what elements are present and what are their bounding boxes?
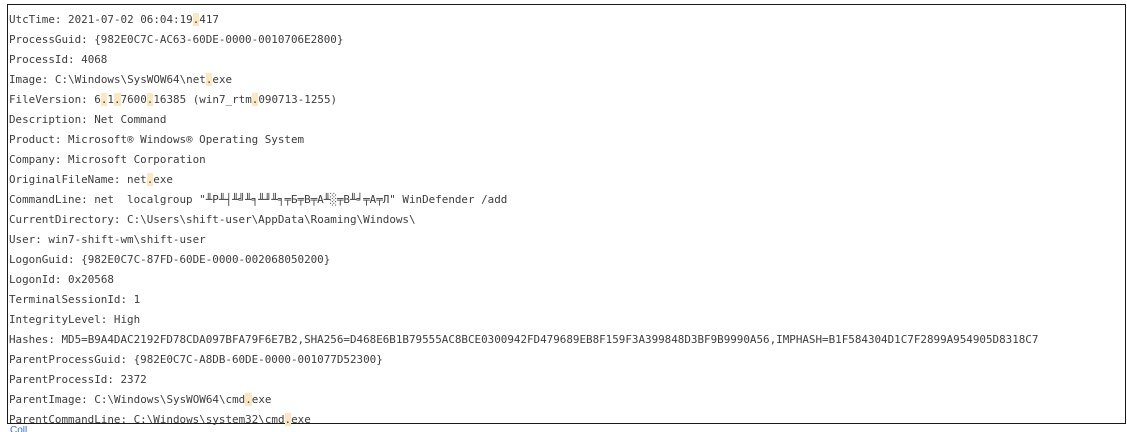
field-line-commandline — [9, 190, 1038, 210]
event-log-panel — [7, 4, 1126, 424]
event-fields-list — [9, 10, 1038, 430]
field-line-logonid — [9, 270, 1038, 290]
field-key: FileVersion — [9, 93, 82, 106]
field-line-originalfilename — [9, 170, 1038, 190]
field-separator: : — [81, 113, 95, 126]
field-separator: : — [54, 153, 69, 166]
field-value: High — [113, 313, 141, 326]
field-separator: : — [35, 233, 49, 246]
field-key: LogonGuid — [9, 253, 69, 266]
field-line-product — [9, 130, 1038, 150]
collapse-link[interactable]: Coll — [10, 426, 28, 432]
field-key: LogonId — [9, 273, 55, 286]
field-separator: : — [107, 373, 121, 386]
field-value: MD5=B9A4DAC2192FD78CDA097BFA79F6E7B2,SHA256=D468E6B1B79555AC8BCE0300942FD479689EB8F159F3A399848D3BF9B9990A56,IMPHASH=B1F584304D1C7F2899A954905D8318C7 — [61, 333, 1039, 346]
field-separator: : — [113, 173, 128, 186]
field-line-parentprocessguid — [9, 350, 1038, 370]
field-value: {982E0C7C-AC63-60DE-0000-0010706E2800} — [94, 33, 344, 46]
field-separator: : — [120, 293, 134, 306]
field-value: win7-shift-wm\shift-user — [48, 233, 206, 246]
field-line-terminalsessionid — [9, 290, 1038, 310]
field-value: {982E0C7C-87FD-60DE-0000-002068050200} — [81, 253, 331, 266]
field-line-image — [9, 70, 1038, 90]
field-key: ProcessId — [9, 53, 69, 66]
field-value: Microsoft® Windows® Operating System — [68, 133, 305, 146]
field-line-parentprocessid — [9, 370, 1038, 390]
field-value: net.exe — [127, 173, 173, 186]
field-separator: : — [54, 273, 69, 286]
field-key: UtcTime — [9, 13, 55, 26]
field-value: 1 — [133, 293, 141, 306]
field-line-description — [9, 110, 1038, 130]
field-value: 2021-07-02 06:04:19.417 — [68, 13, 219, 26]
field-separator: : — [41, 73, 55, 86]
field-line-integritylevel — [9, 310, 1038, 330]
field-value: 4068 — [81, 53, 108, 66]
field-value: Net Command — [94, 113, 167, 126]
field-key: Company — [9, 153, 55, 166]
field-value: C:\Users\shift-user\AppData\Roaming\Windows\ — [127, 213, 416, 226]
field-key: Description — [9, 113, 82, 126]
field-key: ParentImage — [9, 393, 82, 406]
field-line-user — [9, 230, 1038, 250]
field-key: CommandLine — [9, 193, 82, 206]
field-value: C:\Windows\system32\cmd.exe — [133, 413, 311, 426]
field-value: 0x20568 — [68, 273, 114, 286]
field-line-hashes — [9, 330, 1038, 350]
field-key: ProcessGuid — [9, 33, 82, 46]
field-separator: : — [113, 213, 128, 226]
field-separator: : — [54, 13, 69, 26]
field-line-utctime — [9, 10, 1038, 30]
field-value: Microsoft Corporation — [68, 153, 206, 166]
field-line-logonguid — [9, 250, 1038, 270]
field-key: Hashes — [9, 333, 49, 346]
field-value: {982E0C7C-A8DB-60DE-0000-001077D52300} — [133, 353, 383, 366]
field-key: TerminalSessionId — [9, 293, 121, 306]
field-line-processid — [9, 50, 1038, 70]
field-separator: : — [81, 33, 95, 46]
field-line-company — [9, 150, 1038, 170]
field-key: Product — [9, 133, 55, 146]
field-key: ParentProcessId — [9, 373, 108, 386]
field-separator: : — [120, 413, 134, 426]
field-separator: : — [81, 393, 95, 406]
field-separator: : — [54, 133, 69, 146]
field-line-parentcommandline — [9, 410, 1038, 430]
field-value: net localgroup "╨Р╨┤╨╝╨╕╨╜╨╕╤Б╤В╤А╨░╤В╨╛╤А╤Л" WinDefender /add — [94, 193, 508, 206]
field-key: User — [9, 233, 36, 246]
field-separator: : — [100, 313, 114, 326]
field-line-fileversion — [9, 90, 1038, 110]
field-key: IntegrityLevel — [9, 313, 101, 326]
field-separator: : — [81, 93, 95, 106]
field-separator: : — [81, 193, 95, 206]
field-line-processguid — [9, 30, 1038, 50]
field-separator: : — [120, 353, 134, 366]
field-key: OriginalFileName — [9, 173, 114, 186]
field-line-currentdirectory — [9, 210, 1038, 230]
field-separator: : — [68, 253, 82, 266]
field-value: C:\Windows\SysWOW64\net.exe — [54, 73, 233, 86]
field-key: ParentCommandLine — [9, 413, 121, 426]
field-value: 6.1.7600.16385 (win7_rtm.090713-1255) — [94, 93, 338, 106]
field-separator: : — [48, 333, 62, 346]
field-key: Image — [9, 73, 42, 86]
field-value: 2372 — [120, 373, 147, 386]
field-line-parentimage — [9, 390, 1038, 410]
field-value: C:\Windows\SysWOW64\cmd.exe — [94, 393, 272, 406]
field-key: ParentProcessGuid — [9, 353, 121, 366]
field-key: CurrentDirectory — [9, 213, 114, 226]
field-separator: : — [68, 53, 82, 66]
